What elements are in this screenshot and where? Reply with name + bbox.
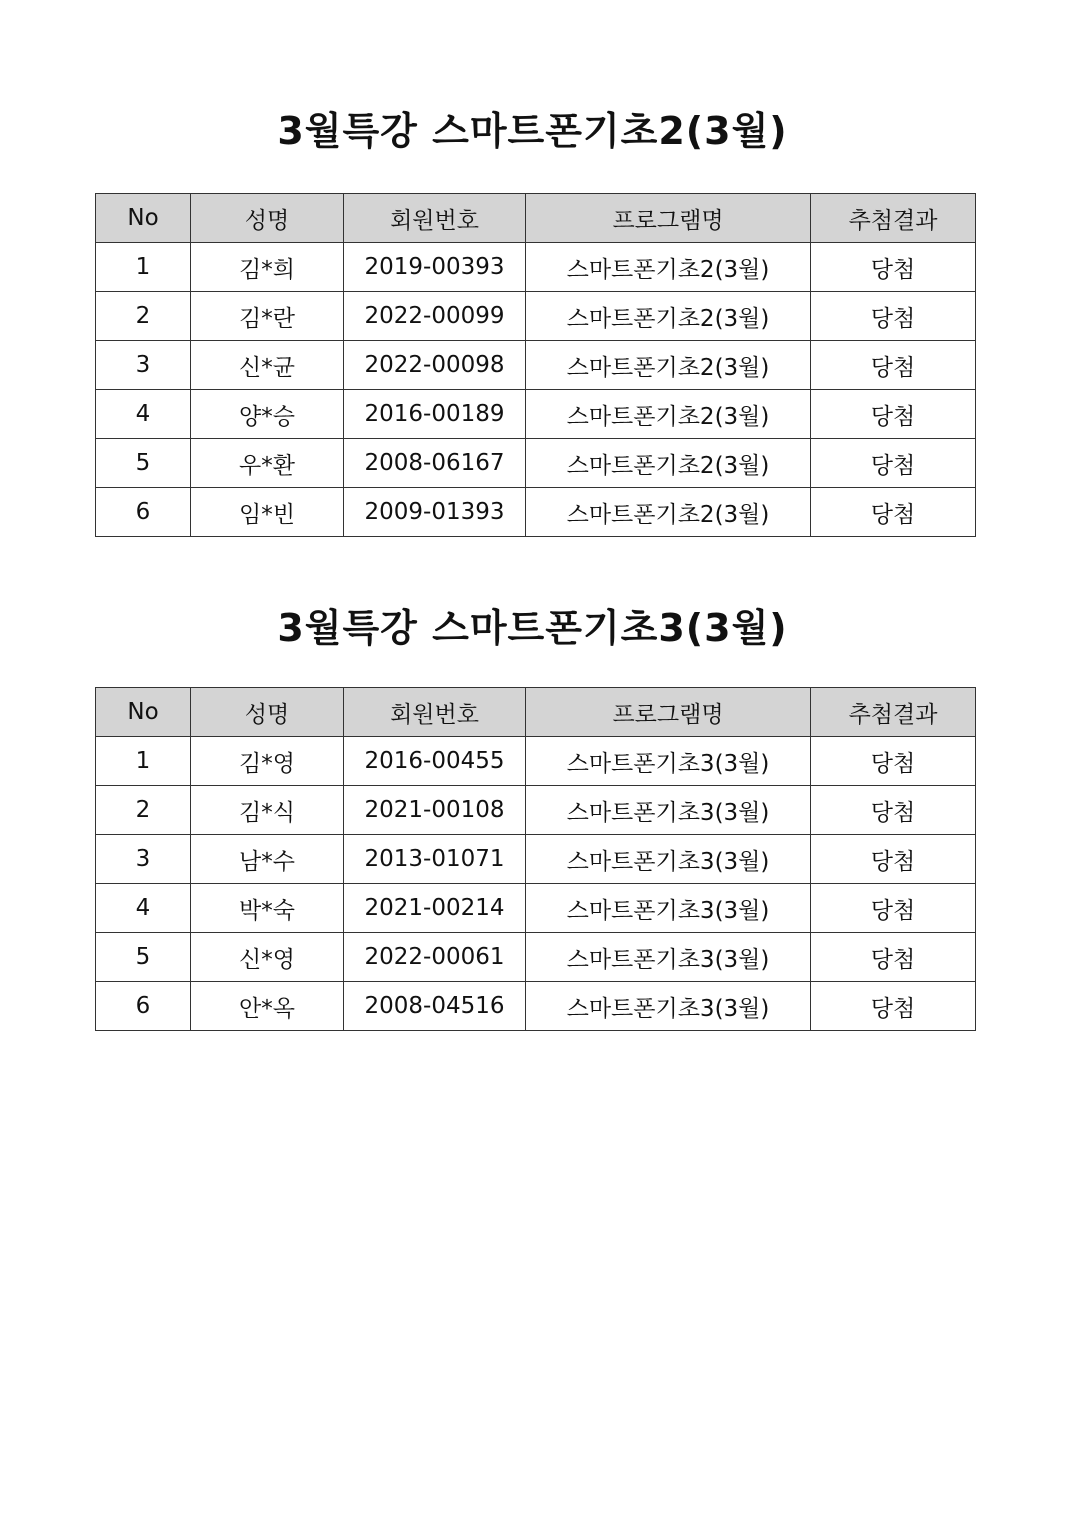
cell-result: 당첨: [811, 390, 976, 439]
cell-program: 스마트폰기초3(3월): [526, 835, 811, 884]
cell-program: 스마트폰기초3(3월): [526, 786, 811, 835]
section-title: 3월특강 스마트폰기초3(3월): [277, 606, 788, 650]
cell-no: 2: [96, 292, 191, 341]
cell-no: 1: [96, 737, 191, 786]
cell-name: 양*승: [191, 390, 344, 439]
cell-program: 스마트폰기초2(3월): [526, 439, 811, 488]
column-header-program: 프로그램명: [526, 688, 811, 737]
cell-name: 신*영: [191, 933, 344, 982]
lottery-result-table: [95, 193, 976, 537]
lottery-result-table: [95, 687, 976, 1031]
cell-member-id: 2013-01071: [344, 835, 526, 884]
table-row: [96, 933, 976, 982]
cell-no: 3: [96, 341, 191, 390]
cell-name: 우*환: [191, 439, 344, 488]
cell-member-id: 2022-00061: [344, 933, 526, 982]
column-header-name: 성명: [191, 688, 344, 737]
column-header-name: 성명: [191, 194, 344, 243]
column-header-no: No: [96, 194, 191, 243]
cell-no: 4: [96, 390, 191, 439]
column-header-program: 프로그램명: [526, 194, 811, 243]
cell-result: 당첨: [811, 243, 976, 292]
cell-program: 스마트폰기초3(3월): [526, 737, 811, 786]
cell-program: 스마트폰기초2(3월): [526, 292, 811, 341]
cell-result: 당첨: [811, 439, 976, 488]
cell-result: 당첨: [811, 341, 976, 390]
cell-program: 스마트폰기초3(3월): [526, 982, 811, 1031]
table-row: [96, 835, 976, 884]
cell-member-id: 2008-06167: [344, 439, 526, 488]
table-row: [96, 884, 976, 933]
cell-no: 2: [96, 786, 191, 835]
section-title: 3월특강 스마트폰기초2(3월): [277, 109, 788, 153]
table-row: [96, 292, 976, 341]
cell-member-id: 2022-00099: [344, 292, 526, 341]
table-header-row: [96, 688, 976, 737]
cell-member-id: 2019-00393: [344, 243, 526, 292]
table-row: [96, 390, 976, 439]
cell-name: 김*희: [191, 243, 344, 292]
cell-program: 스마트폰기초2(3월): [526, 488, 811, 537]
column-header-result: 추첨결과: [811, 688, 976, 737]
cell-result: 당첨: [811, 292, 976, 341]
cell-name: 남*수: [191, 835, 344, 884]
cell-member-id: 2016-00189: [344, 390, 526, 439]
cell-member-id: 2022-00098: [344, 341, 526, 390]
cell-name: 안*옥: [191, 982, 344, 1031]
cell-name: 신*균: [191, 341, 344, 390]
cell-member-id: 2008-04516: [344, 982, 526, 1031]
cell-result: 당첨: [811, 982, 976, 1031]
cell-no: 1: [96, 243, 191, 292]
table-row: [96, 488, 976, 537]
cell-name: 김*란: [191, 292, 344, 341]
cell-member-id: 2021-00214: [344, 884, 526, 933]
cell-result: 당첨: [811, 488, 976, 537]
cell-member-id: 2009-01393: [344, 488, 526, 537]
column-header-no: No: [96, 688, 191, 737]
cell-no: 5: [96, 439, 191, 488]
table-row: [96, 786, 976, 835]
cell-program: 스마트폰기초2(3월): [526, 341, 811, 390]
table-row: [96, 439, 976, 488]
cell-no: 4: [96, 884, 191, 933]
cell-program: 스마트폰기초2(3월): [526, 243, 811, 292]
table-row: [96, 982, 976, 1031]
table-row: [96, 243, 976, 292]
cell-result: 당첨: [811, 933, 976, 982]
cell-member-id: 2016-00455: [344, 737, 526, 786]
cell-name: 김*영: [191, 737, 344, 786]
table-header-row: [96, 194, 976, 243]
cell-no: 3: [96, 835, 191, 884]
cell-name: 박*숙: [191, 884, 344, 933]
cell-result: 당첨: [811, 786, 976, 835]
cell-program: 스마트폰기초3(3월): [526, 933, 811, 982]
cell-name: 김*식: [191, 786, 344, 835]
cell-result: 당첨: [811, 835, 976, 884]
cell-member-id: 2021-00108: [344, 786, 526, 835]
cell-result: 당첨: [811, 737, 976, 786]
column-header-member-id: 회원번호: [344, 688, 526, 737]
cell-no: 6: [96, 488, 191, 537]
column-header-result: 추첨결과: [811, 194, 976, 243]
table-row: [96, 737, 976, 786]
cell-program: 스마트폰기초2(3월): [526, 390, 811, 439]
cell-result: 당첨: [811, 884, 976, 933]
cell-program: 스마트폰기초3(3월): [526, 884, 811, 933]
column-header-member-id: 회원번호: [344, 194, 526, 243]
cell-no: 5: [96, 933, 191, 982]
table-row: [96, 341, 976, 390]
cell-name: 임*빈: [191, 488, 344, 537]
cell-no: 6: [96, 982, 191, 1031]
